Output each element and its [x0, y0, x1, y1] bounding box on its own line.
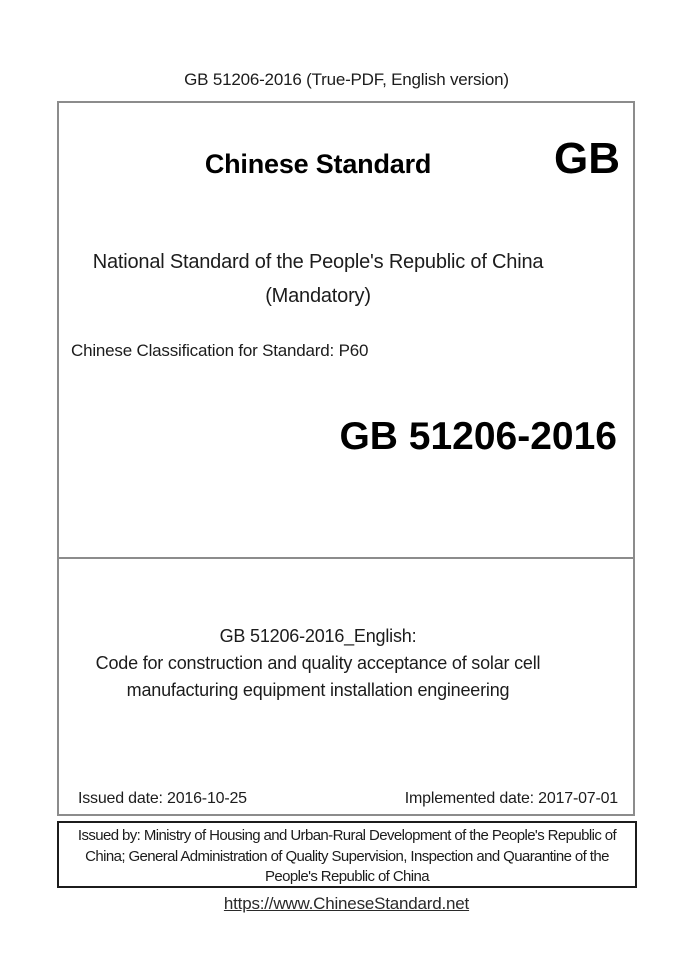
- issued-date: Issued date: 2016-10-25: [78, 790, 247, 807]
- brand-title: Chinese Standard: [204, 149, 432, 179]
- issuer-text: Issued by: Ministry of Housing and Urban-Rural Development of the People's Republic of China; General Administration of Quality Supervision, Inspection and Quarantine of the People's Republic of China: [77, 827, 617, 885]
- horizontal-divider: [59, 557, 633, 559]
- gb-logo-text: GB: [554, 134, 620, 183]
- footer: [0, 894, 693, 914]
- english-title-text: Code for construction and quality acceptance of solar cell manufacturing equipment installation engineering: [95, 653, 541, 700]
- national-standard-line: National Standard of the People's Republic of China: [92, 251, 544, 273]
- classification-line: Chinese Classification for Standard: P60: [71, 341, 369, 360]
- english-title-block: [59, 623, 577, 704]
- mandatory-line: (Mandatory): [265, 285, 371, 307]
- issuer-box: [57, 821, 637, 888]
- implemented-date: Implemented date: 2017-07-01: [404, 790, 618, 807]
- standard-number: GB 51206-2016: [339, 415, 617, 458]
- pdf-header-watermark: GB 51206-2016 (True-PDF, English version): [184, 70, 509, 89]
- english-title-label: GB 51206-2016_English:: [219, 626, 417, 646]
- standard-cover-box: [57, 101, 635, 816]
- chinesestandard-link[interactable]: https://www.ChineseStandard.net: [223, 894, 470, 913]
